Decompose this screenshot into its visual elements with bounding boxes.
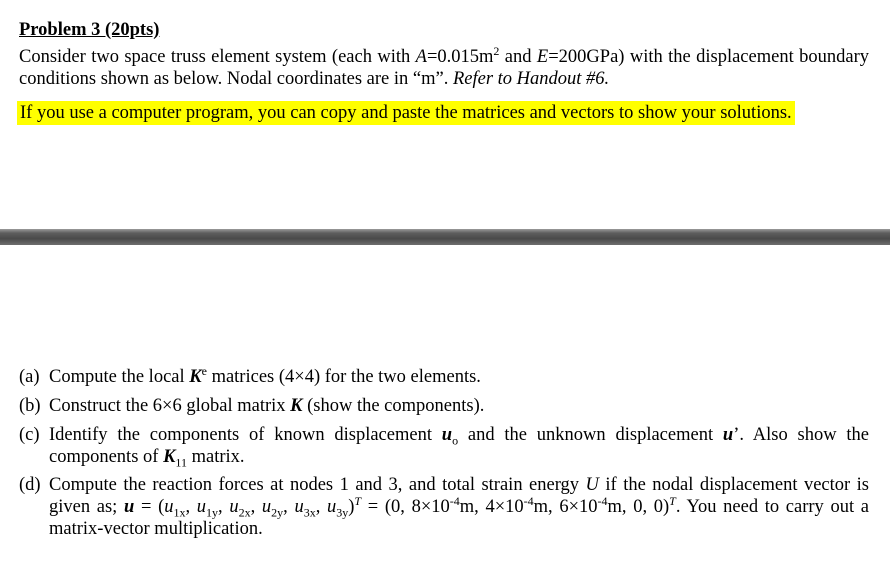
question-d (19, 474, 869, 540)
highlighted-note: If you use a computer program, you can copy and paste the matrices and vectors to show your solutions. (17, 101, 795, 125)
question-b (19, 395, 869, 417)
figure-placeholder-divider (0, 229, 890, 245)
question-text: Compute the reaction forces at nodes 1 and 3, and total strain energy U if the nodal displacement vector is given as; $u = (u_{1x}$, $u_{1y}$, $u_{2x}$, $u_{2y}$, $u_{3x}$, $u_{3y})^T = (0$, $8\times 10^{-4}m$, $4\times 10^{-4}m$, $6\times 10^{-4}m$, 0, 0)$^T$. You need to carry out a matrix-vector multiplication. (49, 475, 869, 539)
problem-title: Problem 3 (20pts) (19, 20, 160, 40)
question-text: Compute the local $K^e$ matrices (4×4) for the two elements. (49, 363, 481, 387)
question-label: (b) (19, 396, 41, 416)
question-c (19, 424, 869, 468)
question-a (19, 363, 869, 388)
question-label: (c) (19, 425, 40, 445)
question-text: Identify the components of known displacement $u_o$ and the unknown displacement u’. Also show the components of $K_{11}$ matrix. (49, 425, 869, 470)
problem-statement: Consider two space truss element system (each with $A=0.015m^2$ and E=200GPa) with the displacement boundary conditions shown as below. Nodal coordinates are in “m”. Refer to Handout #6. (19, 43, 869, 89)
question-label: (d) (19, 475, 41, 495)
question-list (19, 363, 869, 547)
question-label: (a) (19, 367, 40, 387)
question-text: Construct the 6×6 global matrix K (show the components). (49, 396, 485, 416)
